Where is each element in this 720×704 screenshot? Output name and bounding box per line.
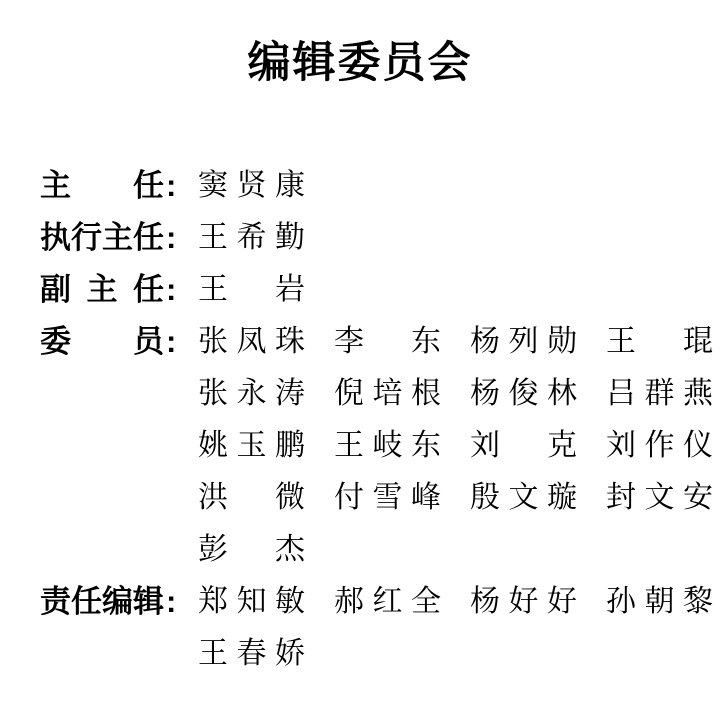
name-char: 仪 — [683, 429, 713, 462]
name-char: 康 — [275, 169, 305, 202]
name-char: 张 — [198, 377, 228, 410]
name-char: 勋 — [547, 325, 577, 358]
person-name — [334, 316, 441, 368]
name-char: 玉 — [236, 429, 267, 462]
name-char: 珠 — [275, 325, 305, 358]
names-column — [198, 576, 713, 680]
label-char: 执 — [40, 220, 71, 255]
name-char: 王 — [198, 637, 228, 670]
names-row — [198, 160, 305, 212]
name-char: 王 — [198, 221, 228, 254]
row-label-column — [40, 316, 198, 368]
name-char: 列 — [508, 325, 539, 358]
name-char: 贤 — [236, 169, 267, 202]
name-char: 封 — [606, 481, 636, 514]
name-char: 郝 — [334, 585, 364, 618]
name-char: 杨 — [470, 585, 500, 618]
person-name — [470, 368, 577, 420]
name-char: 燕 — [683, 377, 713, 410]
person-name — [198, 628, 305, 680]
name-char: 孙 — [606, 585, 636, 618]
name-char: 永 — [236, 377, 267, 410]
name-char: 郑 — [198, 585, 228, 618]
person-name — [470, 472, 577, 524]
name-char: 岐 — [372, 429, 403, 462]
name-char: 杨 — [470, 377, 500, 410]
names-column — [198, 160, 305, 212]
name-char: 勤 — [275, 221, 305, 254]
name-char: 林 — [547, 377, 577, 410]
names-column — [198, 264, 305, 316]
label-char: 委 — [40, 324, 71, 359]
name-char: 敏 — [275, 585, 305, 618]
label-char: 任 — [133, 220, 164, 255]
row-label — [40, 160, 164, 212]
name-char: 文 — [644, 481, 675, 514]
names-row — [198, 264, 305, 316]
committee-list — [40, 160, 720, 680]
row-label — [40, 316, 164, 368]
person-name — [198, 576, 305, 628]
person-name — [198, 316, 305, 368]
person-name — [198, 368, 305, 420]
name-char: 春 — [236, 637, 267, 670]
name-char: 李 — [334, 325, 364, 358]
label-char: 任 — [71, 584, 102, 619]
name-char: 好 — [508, 585, 539, 618]
label-char: 副 — [40, 272, 71, 307]
name-char: 窦 — [198, 169, 228, 202]
committee-section — [40, 316, 720, 576]
label-colon: : — [166, 220, 177, 255]
names-row — [198, 212, 305, 264]
person-name — [470, 316, 577, 368]
label-colon: : — [166, 272, 177, 307]
person-name — [198, 420, 305, 472]
name-char: 培 — [372, 377, 403, 410]
person-name — [198, 212, 305, 264]
name-char: 文 — [508, 481, 539, 514]
label-char: 主 — [102, 220, 133, 255]
label-colon: : — [166, 324, 177, 359]
name-char: 俊 — [508, 377, 539, 410]
name-char: 岩 — [275, 273, 305, 306]
names-row — [198, 316, 713, 368]
person-name — [198, 472, 305, 524]
name-char: 杨 — [470, 325, 500, 358]
name-char: 洪 — [198, 481, 228, 514]
person-name — [198, 160, 305, 212]
name-char: 作 — [644, 429, 675, 462]
name-char: 刘 — [606, 429, 636, 462]
person-name — [334, 576, 441, 628]
name-char: 群 — [644, 377, 675, 410]
names-row — [198, 420, 713, 472]
label-char: 主 — [40, 168, 71, 203]
name-char: 涛 — [275, 377, 305, 410]
name-char: 琨 — [683, 325, 713, 358]
name-char: 东 — [411, 325, 441, 358]
name-char: 璇 — [547, 481, 577, 514]
label-char: 任 — [133, 168, 164, 203]
label-char: 主 — [86, 272, 118, 307]
row-label — [40, 576, 164, 628]
name-char: 彭 — [198, 533, 228, 566]
name-char: 王 — [334, 429, 364, 462]
name-char: 峰 — [411, 481, 441, 514]
label-char: 辑 — [133, 584, 164, 619]
names-row — [198, 524, 713, 576]
person-name — [198, 264, 305, 316]
name-char: 吕 — [606, 377, 636, 410]
name-char: 安 — [683, 481, 713, 514]
name-char: 鹏 — [275, 429, 305, 462]
name-char: 黎 — [683, 585, 713, 618]
name-char: 好 — [547, 585, 577, 618]
row-label — [40, 212, 164, 264]
name-char: 刘 — [470, 429, 500, 462]
person-name — [606, 576, 713, 628]
committee-section — [40, 264, 720, 316]
name-char: 倪 — [334, 377, 364, 410]
row-label-column — [40, 160, 198, 212]
name-char: 全 — [411, 585, 441, 618]
name-char: 杰 — [275, 533, 305, 566]
name-char: 王 — [606, 325, 636, 358]
names-column — [198, 212, 305, 264]
name-char: 雪 — [372, 481, 403, 514]
name-char: 王 — [198, 273, 228, 306]
name-char: 娇 — [275, 637, 305, 670]
person-name — [470, 420, 577, 472]
committee-section — [40, 212, 720, 264]
name-char: 微 — [275, 481, 305, 514]
names-row — [198, 368, 713, 420]
label-colon: : — [166, 584, 177, 619]
name-char: 希 — [236, 221, 267, 254]
person-name — [606, 368, 713, 420]
row-label-column — [40, 576, 198, 628]
name-char: 朝 — [644, 585, 675, 618]
row-label — [40, 264, 164, 316]
committee-section — [40, 576, 720, 680]
label-char: 编 — [102, 584, 133, 619]
label-char: 行 — [71, 220, 102, 255]
row-label-column — [40, 264, 198, 316]
person-name — [334, 472, 441, 524]
name-char: 张 — [198, 325, 228, 358]
names-row — [198, 628, 713, 680]
label-char: 员 — [133, 324, 164, 359]
name-char: 付 — [334, 481, 364, 514]
name-char: 知 — [236, 585, 267, 618]
page-title: 编辑委员会 — [247, 39, 473, 87]
label-char: 任 — [133, 272, 164, 307]
person-name — [198, 524, 305, 576]
name-char: 东 — [411, 429, 441, 462]
label-char: 责 — [40, 584, 71, 619]
label-colon: : — [166, 168, 177, 203]
names-row — [198, 472, 713, 524]
name-char: 殷 — [470, 481, 500, 514]
name-char: 凤 — [236, 325, 267, 358]
person-name — [334, 420, 441, 472]
names-row — [198, 576, 713, 628]
names-column — [198, 316, 713, 576]
name-char: 根 — [411, 377, 441, 410]
person-name — [334, 368, 441, 420]
name-char: 红 — [372, 585, 403, 618]
person-name — [470, 576, 577, 628]
name-char: 克 — [547, 429, 577, 462]
committee-section — [40, 160, 720, 212]
person-name — [606, 420, 713, 472]
person-name — [606, 316, 713, 368]
row-label-column — [40, 212, 198, 264]
name-char: 姚 — [198, 429, 228, 462]
person-name — [606, 472, 713, 524]
